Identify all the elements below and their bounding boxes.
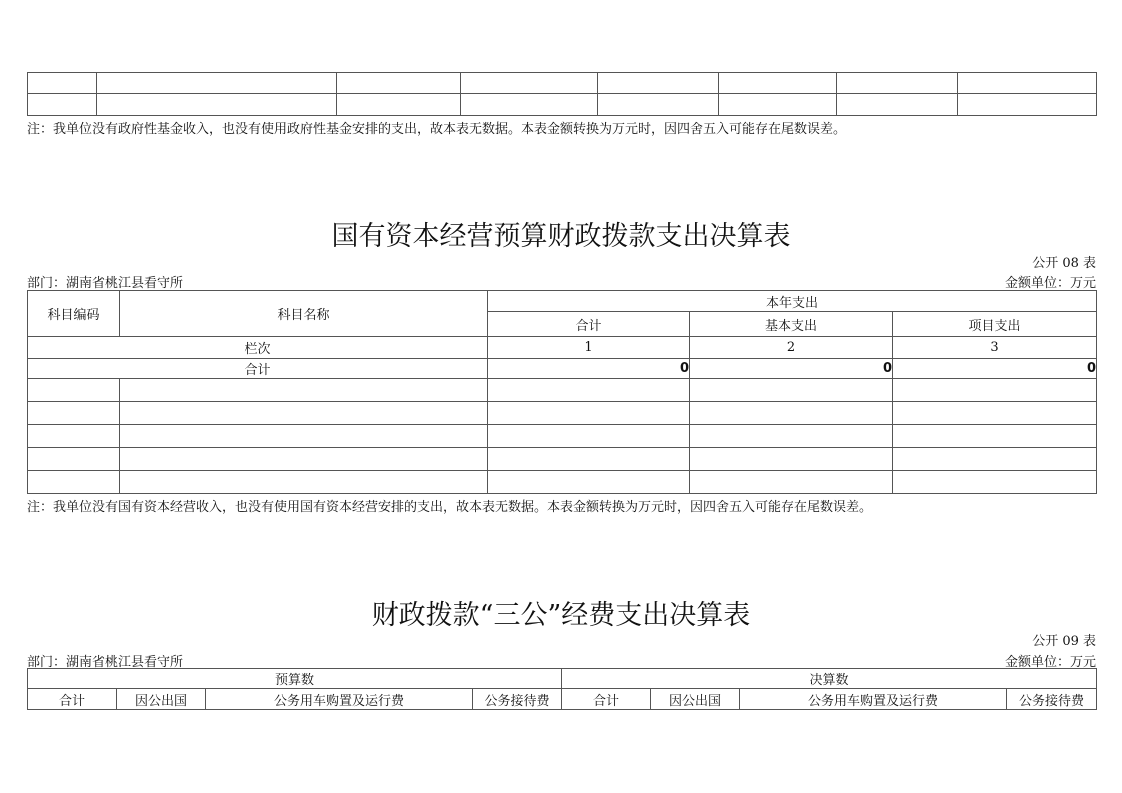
table09-dept: 部门：湖南省桃江县看守所 [27,655,184,670]
table-row [28,448,1097,471]
total-row [28,359,1097,379]
table08 [27,290,1097,494]
total-value-3: 0 [893,359,1097,379]
table-row [28,425,1097,448]
budget-col-reception: 公务接待费 [473,689,562,710]
table-row [28,291,1097,312]
table-row [28,689,1097,710]
column-number-2: 2 [690,337,893,359]
table08-note: 注：我单位没有国有资本经营收入，也没有使用国有资本经营安排的支出，故本表无数据。本表金额转换为万元时，因四舍五入可能存在尾数误差。 [27,500,873,515]
budget-col-vehicle: 公务用车购置及运行费 [206,689,473,710]
header-subject-code: 科目编码 [28,291,120,337]
header-basic: 基本支出 [690,312,893,337]
table09-code: 公开 09 表 [1032,634,1096,649]
column-number-1: 1 [488,337,690,359]
table-row [28,471,1097,494]
budget-col-abroad: 因公出国 [117,689,206,710]
table-row [28,94,1097,116]
header-final: 决算数 [562,669,1097,689]
table-row [28,402,1097,425]
total-value-2: 0 [690,359,893,379]
table08-unit: 金额单位：万元 [1004,276,1096,291]
header-annual-expenditure: 本年支出 [488,291,1097,312]
budget-col-total: 合计 [28,689,117,710]
table08-dept: 部门：湖南省桃江县看守所 [27,276,184,291]
table08-title: 国有资本经营预算财政拨款支出决算表 [331,221,791,252]
header-budget: 预算数 [28,669,562,689]
table09 [27,668,1097,710]
header-subject-name: 科目名称 [120,291,488,337]
top-table-note: 注：我单位没有政府性基金收入，也没有使用政府性基金安排的支出，故本表无数据。本表金额转换为万元时，因四舍五入可能存在尾数误差。 [27,122,847,137]
header-project: 项目支出 [893,312,1097,337]
table09-title: 财政拨款“三公”经费支出决算表 [371,600,751,631]
final-col-abroad: 因公出国 [651,689,740,710]
table-row [28,73,1097,94]
column-number-3: 3 [893,337,1097,359]
header-total: 合计 [488,312,690,337]
final-col-reception: 公务接待费 [1007,689,1097,710]
top-table [27,72,1097,116]
table08-code: 公开 08 表 [1032,256,1096,271]
final-col-vehicle: 公务用车购置及运行费 [740,689,1007,710]
total-label: 合计 [28,359,488,379]
total-value-1: 0 [488,359,690,379]
column-number-row [28,337,1097,359]
final-col-total: 合计 [562,689,651,710]
table-row [28,379,1097,402]
table09-unit: 金额单位：万元 [1004,655,1096,670]
table-row [28,669,1097,689]
column-label: 栏次 [28,337,488,359]
